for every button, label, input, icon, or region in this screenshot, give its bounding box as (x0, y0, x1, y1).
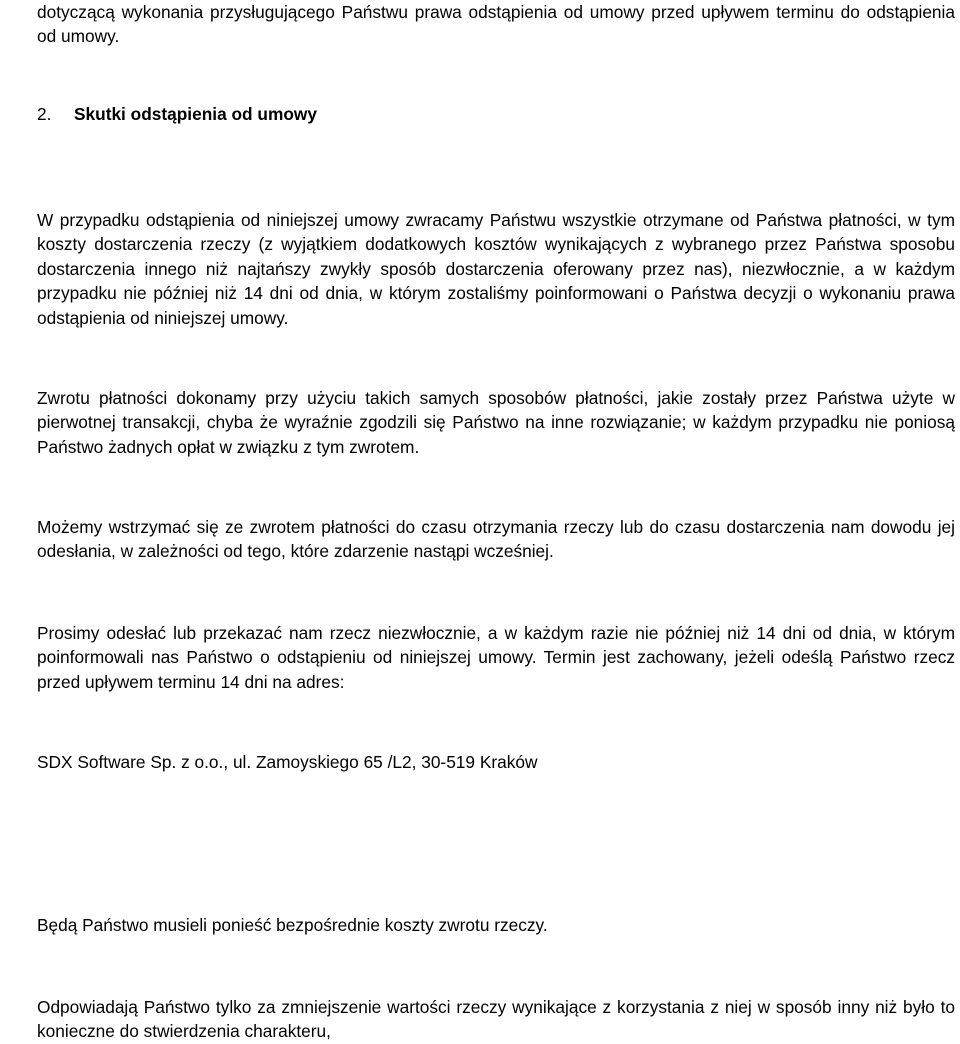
refund-method-paragraph: Zwrotu płatności dokonamy przy użyciu takich samych sposobów płatności, jakie zostały przez Państwa użyte w pierwotnej transakcji, chyba że wyraźnie zgodzili się Państwo na inne rozwiązanie; w każdym przypadku nie poniosą Państwo żadnych opłat w związku z tym zwrotem. (37, 388, 955, 457)
section-title: Skutki odstąpienia od umowy (74, 104, 317, 124)
refund-withhold-paragraph: Możemy wstrzymać się ze zwrotem płatności do czasu otrzymania rzeczy lub do czasu dostarczenia nam dowodu jej odesłania, w zależności od tego, które zdarzenie nastąpi wcześniej. (37, 517, 955, 562)
refund-paragraph: W przypadku odstąpienia od niniejszej umowy zwracamy Państwu wszystkie otrzymane od Państwa płatności, w tym koszty dostarczenia rzeczy (z wyjątkiem dodatkowych kosztów wynikających z wybranego przez Państwa sposobu dostarczenia innego niż najtańszy zwykły sposób dostarczenia oferowany przez nas), niezwłocznie, a w każdym przypadku nie później niż 14 dni od dnia, w którym zostaliśmy poinformowani o Państwa decyzji o wykonaniu prawa odstąpienia od niniejszej umowy. (37, 210, 955, 328)
liability-paragraph: Odpowiadają Państwo tylko za zmniejszenie wartości rzeczy wynikające z korzystania z niej w sposób inny niż było to konieczne do stwierdzenia charakteru, (37, 997, 955, 1042)
intro-paragraph-tail: dotyczącą wykonania przysługującego Państwu prawa odstąpienia od umowy przed upływem terminu do odstąpienia od umowy. (37, 2, 955, 47)
section-number: 2. (37, 104, 52, 124)
section-heading (37, 102, 955, 126)
return-costs-paragraph: Będą Państwo musieli ponieść bezpośrednie koszty zwrotu rzeczy. (37, 915, 548, 935)
return-address: SDX Software Sp. z o.o., ul. Zamoyskiego 65 /L2, 30-519 Kraków (37, 752, 538, 772)
return-goods-paragraph: Prosimy odesłać lub przekazać nam rzecz niezwłocznie, a w każdym razie nie później niż 14 dni od dnia, w którym poinformowali nas Państwo o odstąpieniu od niniejszej umowy. Termin jest zachowany, jeżeli odeślą Państwo rzecz przed upływem terminu 14 dni na adres: (37, 623, 955, 692)
